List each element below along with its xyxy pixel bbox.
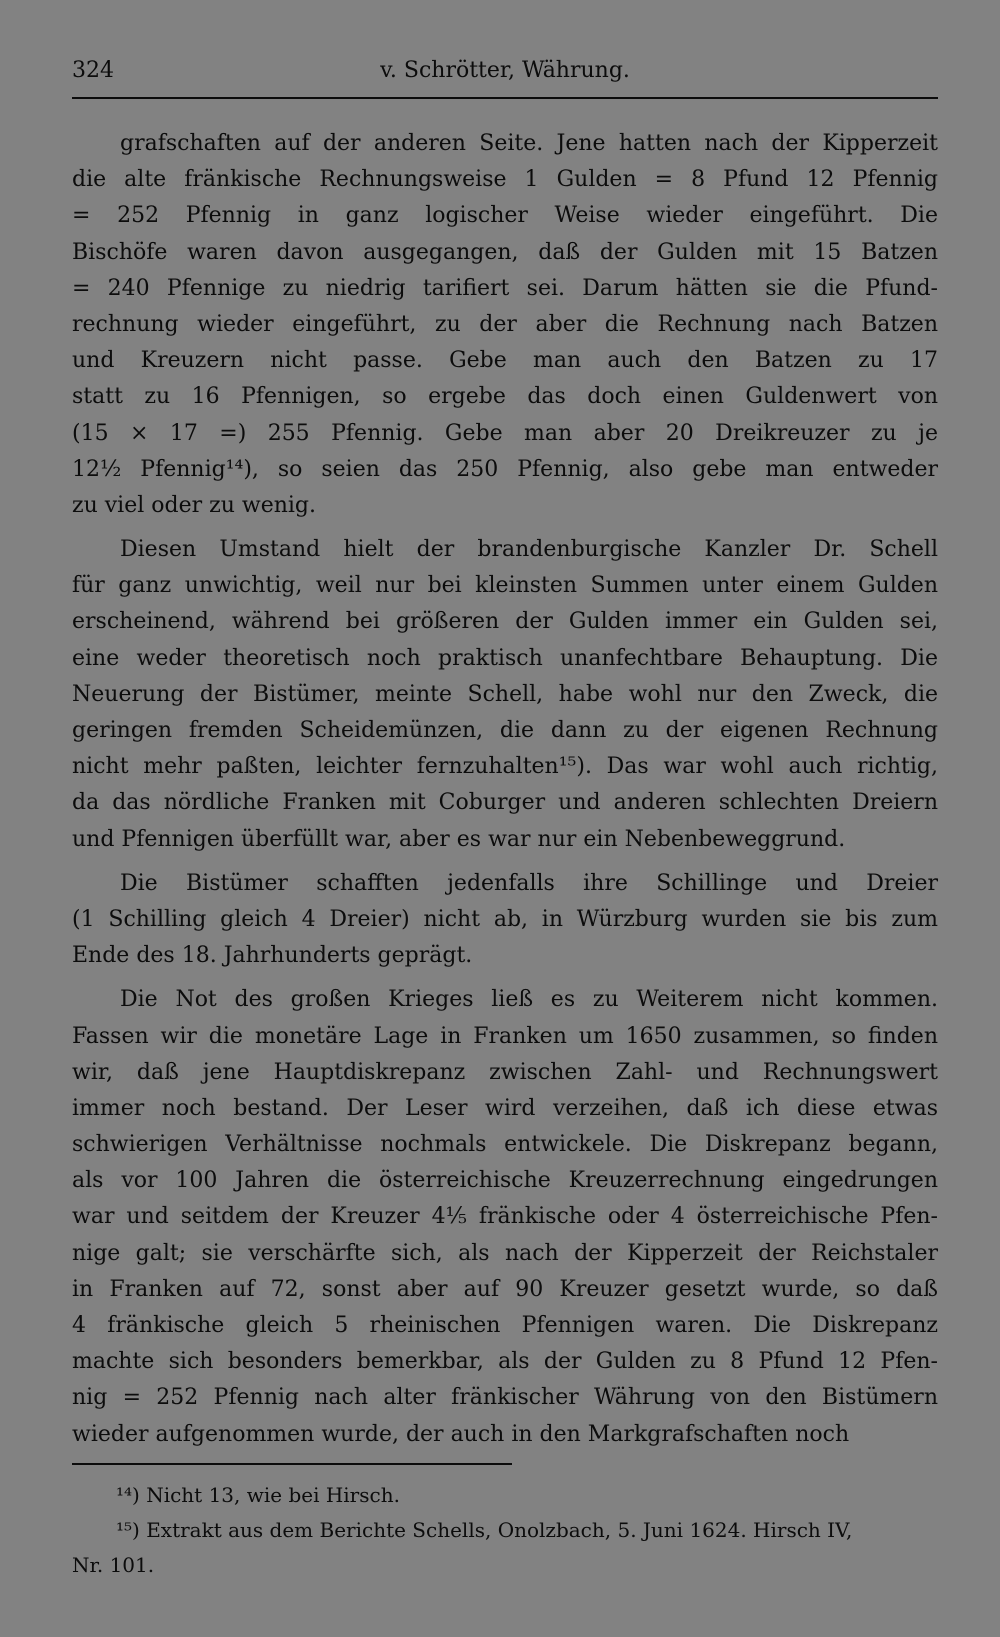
text-line: war und seitdem der Kreuzer 4⅕ fränkische oder 4 österreichische Pfen- xyxy=(72,1204,938,1230)
text-line: Diesen Umstand hielt der brandenburgische Kanzler Dr. Schell xyxy=(120,537,938,563)
body-text xyxy=(72,126,938,1453)
text-line: nig = 252 Pfennig nach alter fränkischer Währung von den Bistümern xyxy=(72,1385,938,1411)
page-number: 324 xyxy=(72,58,114,83)
text-line: für ganz unwichtig, weil nur bei kleinsten Summen unter einem Gulden xyxy=(72,573,938,599)
header-rule xyxy=(72,97,938,99)
paragraph xyxy=(72,982,938,1452)
text-line: eine weder theoretisch noch praktisch unanfechtbare Behauptung. Die xyxy=(72,645,938,671)
paragraph xyxy=(72,866,938,975)
footnotes xyxy=(72,1478,938,1583)
text-line: rechnung wieder eingeführt, zu der aber die Rechnung nach Batzen xyxy=(72,311,938,337)
text-line: = 252 Pfennig in ganz logischer Weise wieder eingeführt. Die xyxy=(72,203,938,229)
text-line: statt zu 16 Pfennigen, so ergebe das doch einen Guldenwert von xyxy=(72,384,938,410)
text-line: zu viel oder zu wenig. xyxy=(72,492,317,518)
footnote-line: ¹⁵) Extrakt aus dem Berichte Schells, Onolzbach, 5. Juni 1624. Hirsch IV, xyxy=(116,1518,853,1542)
text-line: (15 × 17 =) 255 Pfennig. Gebe man aber 20 Dreikreuzer zu je xyxy=(72,420,938,446)
text-line: 4 fränkische gleich 5 rheinischen Pfennigen waren. Die Diskrepanz xyxy=(72,1313,938,1338)
text-line: wir, daß jene Hauptdiskrepanz zwischen Zahl- und Rechnungswert xyxy=(72,1059,938,1085)
text-line: und Pfennigen überfüllt war, aber es war nur ein Nebenbeweggrund. xyxy=(72,826,846,852)
text-line: wieder aufgenommen wurde, der auch in den Markgrafschaften noch xyxy=(72,1421,850,1447)
text-line: nicht mehr paßten, leichter fernzuhalten¹⁵). Das war wohl auch richtig, xyxy=(72,754,938,780)
footnote-line: ¹⁴) Nicht 13, wie bei Hirsch. xyxy=(116,1483,400,1507)
page-header xyxy=(72,50,938,90)
text-line: 12½ Pfennig¹⁴), so seien das 250 Pfennig, also gebe man entweder xyxy=(72,456,938,482)
text-line: Bischöfe waren davon ausgegangen, daß der Gulden mit 15 Batzen xyxy=(72,239,938,265)
text-line: Neuerung der Bistümer, meinte Schell, habe wohl nur den Zweck, die xyxy=(72,681,938,707)
text-line: Ende des 18. Jahrhunderts geprägt. xyxy=(72,943,473,969)
footnote-line: Nr. 101. xyxy=(72,1553,155,1577)
paragraph xyxy=(72,126,938,524)
footnote-rule xyxy=(72,1463,512,1465)
text-line: nige galt; sie verschärfte sich, als nach der Kipperzeit der Reichstaler xyxy=(72,1240,938,1266)
footnote xyxy=(72,1478,938,1513)
text-line: die alte fränkische Rechnungsweise 1 Gulden = 8 Pfund 12 Pfennig xyxy=(72,167,938,193)
text-line: immer noch bestand. Der Leser wird verzeihen, daß ich diese etwas xyxy=(72,1095,938,1121)
text-line: da das nördliche Franken mit Coburger und anderen schlechten Dreiern xyxy=(72,790,938,816)
text-line: in Franken auf 72, sonst aber auf 90 Kreuzer gesetzt wurde, so daß xyxy=(72,1276,938,1302)
footnote xyxy=(72,1513,938,1583)
text-line: Die Bistümer schafften jedenfalls ihre Schillinge und Dreier xyxy=(120,870,938,896)
text-line: geringen fremden Scheidemünzen, die dann zu der eigenen Rechnung xyxy=(72,718,938,743)
text-line: Die Not des großen Krieges ließ es zu Weiterem nicht kommen. xyxy=(120,987,938,1013)
text-line: Fassen wir die monetäre Lage in Franken um 1650 zusammen, so finden xyxy=(72,1023,938,1049)
running-head: v. Schrötter, Währung. xyxy=(380,58,630,83)
text-line: als vor 100 Jahren die österreichische Kreuzerrechnung eingedrungen xyxy=(72,1168,938,1194)
text-line: = 240 Pfennige zu niedrig tarifiert sei. Darum hätten sie die Pfund- xyxy=(72,275,938,301)
text-line: erscheinend, während bei größeren der Gulden immer ein Gulden sei, xyxy=(72,609,938,635)
text-line: machte sich besonders bemerkbar, als der Gulden zu 8 Pfund 12 Pfen- xyxy=(72,1349,938,1375)
text-line: schwierigen Verhältnisse nochmals entwickele. Die Diskrepanz begann, xyxy=(72,1132,938,1158)
text-line: grafschaften auf der anderen Seite. Jene hatten nach der Kipperzeit xyxy=(120,131,938,156)
text-line: (1 Schilling gleich 4 Dreier) nicht ab, in Würzburg wurden sie bis zum xyxy=(72,906,938,932)
paragraph xyxy=(72,532,938,858)
text-line: und Kreuzern nicht passe. Gebe man auch den Batzen zu 17 xyxy=(72,348,938,374)
